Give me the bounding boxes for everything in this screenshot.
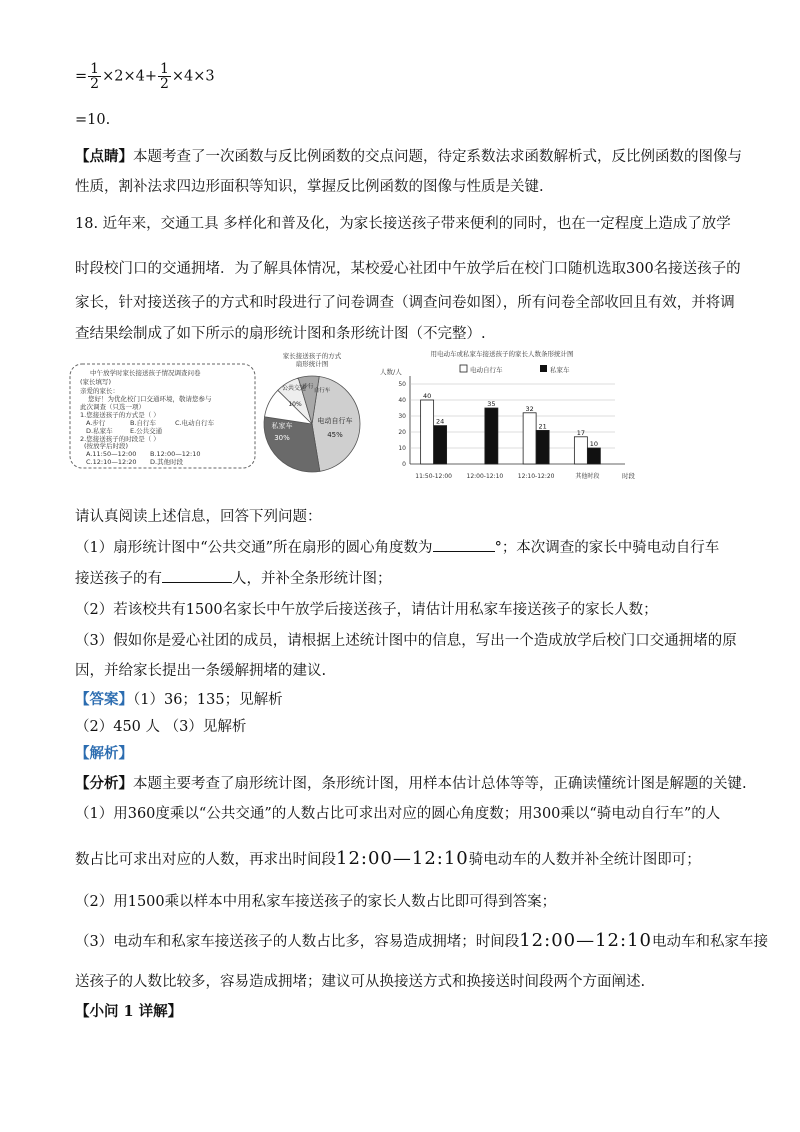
survey-option: D.其他时段: [150, 458, 184, 466]
eq-sign: =: [75, 68, 88, 85]
legend-label-private-car: 私家车: [550, 366, 570, 374]
pie-percent-private-car: 30%: [274, 434, 290, 442]
survey-title: 中午放学时家长接送孩子情况调查问卷: [90, 369, 201, 377]
pie-subtitle: 扇形统计图: [295, 360, 329, 368]
part-1-line-1: （1）扇形统计图中“公共交通”所在扇形的圆心角度数为 °；本次调查的家长中骑电动自行车: [75, 536, 719, 557]
survey-option: C.电动自行车: [175, 419, 215, 427]
comment-line-1: 【点睛】本题考查了一次函数与反比例函数的交点问题，待定系数法求函数解析式，反比例函数的图像与: [75, 148, 742, 165]
x-tick-label: 其他时段: [575, 473, 600, 480]
analysis-line-1: （1）用360度乘以“公共交通”的人数占比可求出对应的圆心角度数；用300乘以“骑电动自行车”的人: [75, 806, 721, 822]
answer-blank-count[interactable]: [162, 568, 232, 583]
pie-label-private-car: 私家车: [271, 422, 293, 430]
bar-title: 用电动车或私家车接送孩子的家长人数条形统计图: [430, 350, 574, 358]
survey-option: B.12:00—12:10: [150, 450, 201, 458]
equation-result: =10.: [75, 112, 111, 128]
y-tick-label: 50: [398, 381, 406, 388]
analysis-fenxi: 【分析】本题主要考查了扇形统计图，条形统计图，用样本估计总体等等，正确读懂统计图是解题的关键.: [75, 775, 747, 792]
analysis-line-2: 数占比可求出对应的人数，再求出时间段12:00—12:10骑电动车的人数并补全统计图即可；: [75, 848, 701, 869]
bar-x-label: 时段: [622, 472, 635, 480]
answer-line-1: 【答案】（1）36；135；见解析: [75, 691, 283, 708]
survey-subtitle: (家长填写): [80, 378, 112, 386]
y-tick-label: 30: [398, 413, 406, 420]
survey-option: A.11:50—12:00: [86, 450, 137, 458]
survey-questionnaire: [70, 364, 255, 468]
bar-value-label: 40: [422, 392, 432, 400]
bar-legend: [460, 365, 570, 374]
pie-label-e-bike: 电动自行车: [317, 417, 353, 425]
bar-e-bike: [574, 437, 587, 464]
legend-label-e-bike: 电动自行车: [470, 366, 503, 374]
legend-swatch-private-car: [540, 365, 547, 372]
bar-y-label: 人数/人: [380, 368, 402, 376]
survey-intro: 亲爱的家长：: [80, 387, 119, 395]
answer-blank-angle[interactable]: [433, 537, 495, 552]
survey-question: 2.您接送孩子的时段是（ ）: [80, 435, 160, 443]
survey-option: E.公共交通: [130, 427, 163, 435]
bar-value-label: 10: [589, 440, 599, 448]
bar-value-label: 32: [525, 404, 534, 413]
x-tick-label: 12:00-12:10: [466, 473, 504, 480]
bar-value-label: 17: [576, 428, 586, 437]
y-tick-label: 10: [398, 445, 406, 452]
bar-value-label: 24: [435, 417, 445, 426]
comment-line-2: 性质，割补法求四边形面积等知识，掌握反比例函数的图像与性质是关键.: [75, 179, 544, 195]
pie-percent-e-bike: 45%: [327, 431, 343, 439]
analysis-line-5: 送孩子的人数比较多，容易造成拥堵；建议可从换接送方式和换接送时间段两个方面阐述.: [75, 974, 646, 990]
part-3-line-1: （3）假如你是爱心社团的成员，请根据上述统计图中的信息，写出一个造成放学后校门口交通拥堵的原: [75, 633, 737, 649]
part-1-line-2: 接送孩子的有 人，并补全条形统计图；: [75, 567, 392, 588]
pie-label-bicycle: 自行车: [313, 388, 331, 394]
survey-option: A.步行: [86, 419, 106, 427]
bar-private-car: [536, 430, 549, 464]
time-range: 12:00—12:10: [519, 930, 652, 951]
analysis-label: 【解析】: [75, 745, 133, 762]
survey-question: 1.您接送孩子的方式是（ ）: [80, 411, 160, 419]
analysis-line-4: （3）电动车和私家车接送孩子的人数占比多，容易造成拥堵；时间段12:00—12:10电动车和私家车接: [75, 930, 768, 951]
question-line-1: 18. 近年来，交通工具 多样化和普及化，为家长接送孩子带来便利的同时，也在一定程度上造成了放学: [75, 216, 731, 232]
survey-intro: 您好！为优化校门口交通环境，敬请您参与: [88, 395, 212, 403]
pie-title: 家长接送孩子的方式: [282, 352, 342, 360]
survey-note: (按放学后时段): [84, 442, 129, 450]
x-tick-label: 12:10-12:20: [517, 473, 555, 480]
sub-question-heading: 【小问 1 详解】: [75, 1003, 183, 1020]
pie-label-walk: 步行: [302, 384, 314, 390]
bar-private-car: [485, 408, 498, 464]
part-2: （2）若该校共有1500名家长中午放学后接送孩子，请估计用私家车接送孩子的家长人数；: [75, 602, 658, 618]
fraction: $\frac{1}{2}$: [159, 61, 169, 92]
eq-term: ×2×4+: [102, 68, 157, 85]
bar-private-car: [587, 448, 600, 464]
survey-option: D.私家车: [86, 427, 113, 435]
fraction: $\frac{1}{2}$: [90, 61, 100, 92]
bar-e-bike: [421, 400, 434, 464]
analysis-line-3: （2）用1500乘以样本中用私家车接送孩子的家长人数占比即可得到答案；: [75, 894, 557, 910]
bar-e-bike: [523, 413, 536, 464]
question-line-3: 家长，针对接送孩子的方式和时段进行了问卷调查（调查问卷如图），所有问卷全部收回且有效，并将调: [75, 295, 735, 311]
bar-private-car: [434, 426, 447, 464]
bar-chart: [380, 349, 636, 480]
survey-intro: 此次调查（只选一项）: [80, 403, 145, 411]
time-range: 12:00—12:10: [336, 848, 469, 869]
bar-value-label: 21: [538, 422, 547, 431]
y-tick-label: 0: [402, 461, 406, 468]
y-tick-label: 20: [398, 429, 406, 436]
pie-chart: [264, 351, 360, 472]
eq-term: ×4×3: [171, 68, 215, 85]
part-3-line-2: 因，并给家长提出一条缓解拥堵的建议.: [75, 663, 327, 679]
equation-line: [75, 62, 215, 91]
y-tick-label: 40: [398, 397, 406, 404]
x-tick-label: 11:50-12:00: [415, 473, 452, 480]
pie-label-public: 公共交通: [281, 385, 307, 392]
bar-value-label: 35: [487, 400, 496, 408]
question-line-4: 查结果绘制成了如下所示的扇形统计图和条形统计图（不完整）.: [75, 326, 486, 342]
survey-option: B.自行车: [130, 419, 157, 427]
answer-line-2: （2）450 人 （3）见解析: [75, 719, 247, 735]
pie-percent-public: 10%: [288, 401, 302, 408]
survey-option: C.12:10—12:20: [86, 458, 137, 466]
prompt: 请认真阅读上述信息，回答下列问题：: [75, 509, 322, 525]
legend-swatch-e-bike: [460, 365, 467, 372]
answer-label: 【答案】: [75, 691, 133, 708]
figure: [0, 348, 800, 488]
question-line-2: 时段校门口的交通拥堵．为了解具体情况，某校爱心社团中午放学后在校门口随机选取300名接送孩子的: [75, 261, 741, 277]
